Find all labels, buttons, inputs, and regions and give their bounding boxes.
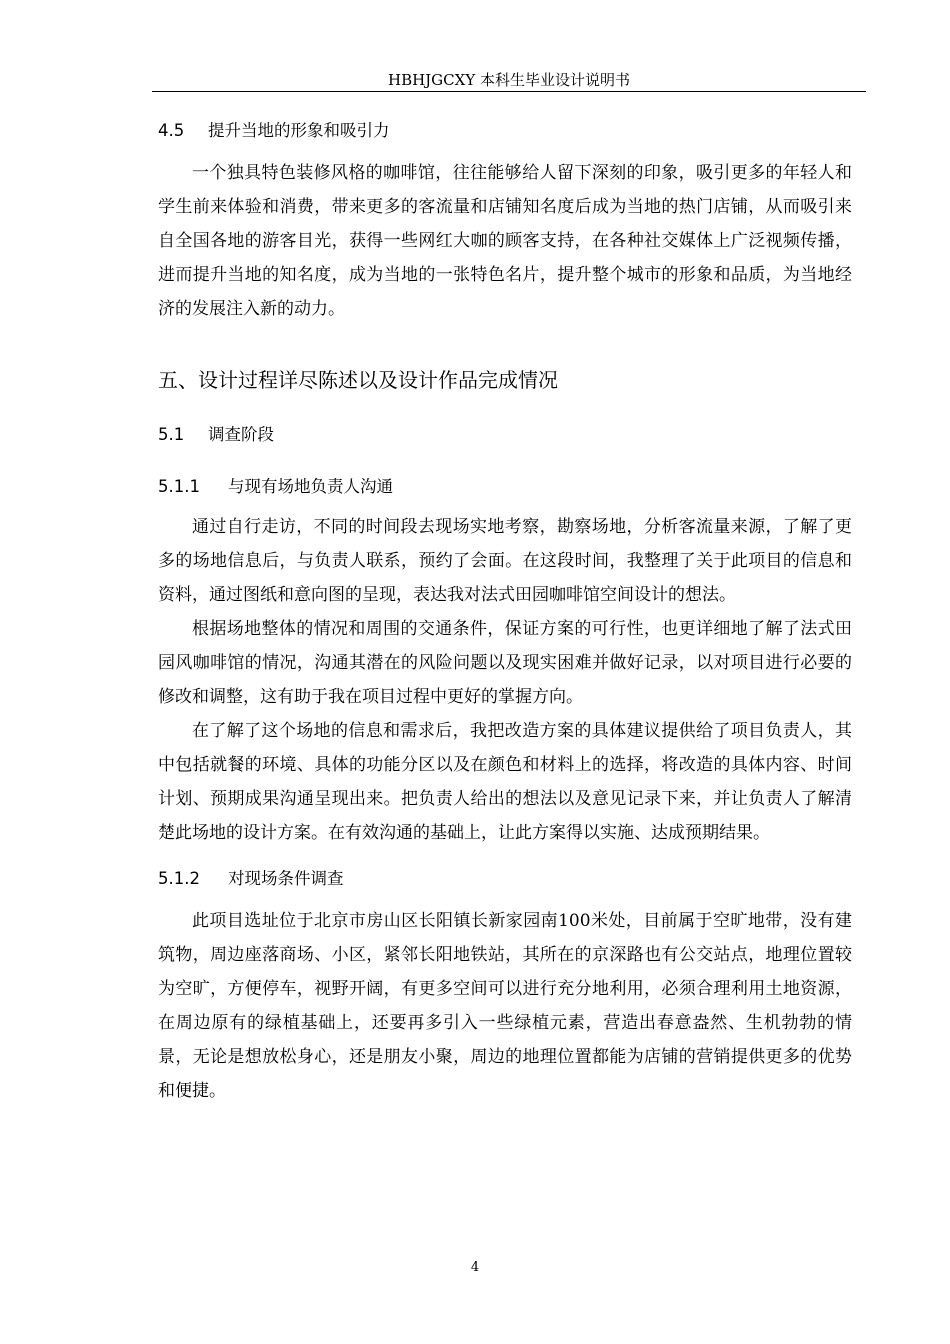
document-body — [158, 116, 852, 1108]
page-header — [152, 69, 866, 92]
heading-title: 提升当地的形象和吸引力 — [208, 121, 390, 140]
page-number: 4 — [470, 1260, 480, 1275]
heading-number: 5.1.2 — [158, 869, 200, 888]
heading-5-1 — [158, 420, 852, 450]
heading-section-5: 五、设计过程详尽陈述以及设计作品完成情况 — [158, 368, 558, 392]
heading-title: 与现有场地负责人沟通 — [228, 477, 393, 496]
heading-title: 对现场条件调查 — [228, 869, 344, 888]
heading-number: 4.5 — [158, 121, 185, 140]
heading-5-1-1 — [158, 472, 852, 502]
header-title: HBHJGCXY 本科生毕业设计说明书 — [387, 71, 630, 89]
heading-number: 5.1.1 — [158, 477, 200, 496]
heading-number: 5.1 — [158, 425, 185, 444]
paragraph: 根据场地整体的情况和周围的交通条件，保证方案的可行性，也更详细地了解了法式田园风咖啡馆的情况，沟通其潜在的风险问题以及现实困难并做好记录，以对项目进行必要的修改和调整，这有助于我在项目过程中更好的掌握方向。 — [158, 619, 852, 707]
paragraph: 通过自行走访，不同的时间段去现场实地考察，勘察场地，分析客流量来源，了解了更多的场地信息后，与负责人联系，预约了会面。在这段时间，我整理了关于此项目的信息和资料，通过图纸和意向图的呈现，表达我对法式田园咖啡馆空间设计的想法。 — [158, 517, 852, 605]
heading-5-1-2 — [158, 864, 852, 894]
heading-title: 调查阶段 — [208, 425, 274, 444]
paragraph: 一个独具特色装修风格的咖啡馆，往往能够给人留下深刻的印象，吸引更多的年轻人和学生前来体验和消费，带来更多的客流量和店铺知名度后成为当地的热门店铺，从而吸引来自全国各地的游客目光，获得一些网红大咖的顾客支持，在各种社交媒体上广泛视频传播，进而提升当地的知名度，成为当地的一张特色名片，提升整个城市的形象和品质，为当地经济的发展注入新的动力。 — [158, 163, 852, 319]
paragraph: 此项目选址位于北京市房山区长阳镇长新家园南100米处，目前属于空旷地带，没有建筑物，周边座落商场、小区，紧邻长阳地铁站，其所在的京深路也有公交站点，地理位置较为空旷，方便停车，视野开阔，有更多空间可以进行充分地利用，必须合理利用土地资源，在周边原有的绿植基础上，还要再多引入一些绿植元素，营造出春意盎然、生机勃勃的情景，无论是想放松身心，还是朋友小聚，周边的地理位置都能为店铺的营销提供更多的优势和便捷。 — [158, 911, 852, 1101]
heading-4-5 — [158, 116, 852, 146]
paragraph: 在了解了这个场地的信息和需求后，我把改造方案的具体建议提供给了项目负责人，其中包括就餐的环境、具体的功能分区以及在颜色和材料上的选择，将改造的具体内容、时间计划、预期成果沟通呈现出来。把负责人给出的想法以及意见记录下来，并让负责人了解清楚此场地的设计方案。在有效沟通的基础上，让此方案得以实施、达成预期结果。 — [158, 721, 852, 843]
